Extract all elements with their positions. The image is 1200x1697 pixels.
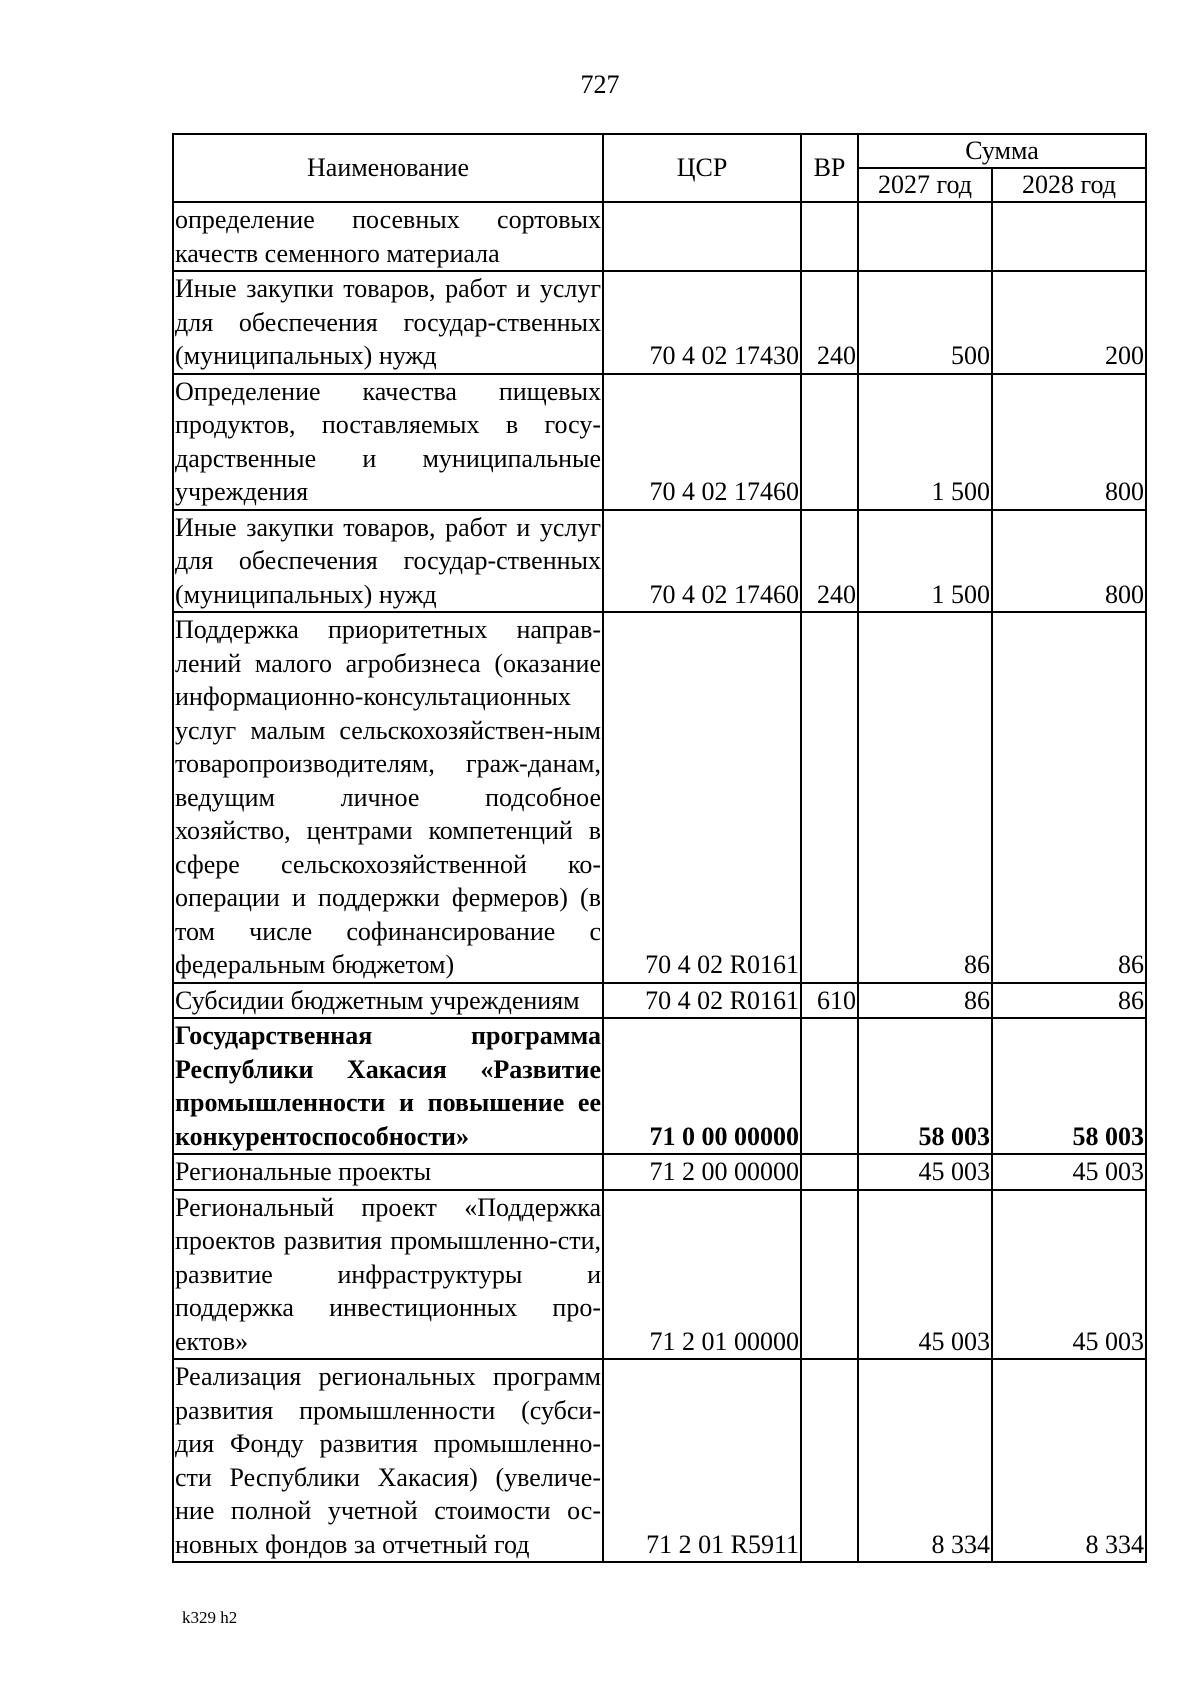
row-name-cell: Государственная программа Республики Хакасия «Развитие промышленности и повышение ее конкурентоспособности» bbox=[173, 1018, 603, 1154]
row-vr-cell bbox=[801, 1359, 858, 1562]
table-row bbox=[173, 983, 1146, 1019]
row-csr-cell: 70 4 02 R0161 bbox=[603, 983, 801, 1019]
table-row bbox=[173, 612, 1146, 983]
row-sum-2028-cell: 8 334 bbox=[992, 1359, 1146, 1562]
table-body bbox=[173, 202, 1146, 1562]
row-sum-2027-cell: 86 bbox=[858, 983, 992, 1019]
row-csr-cell: 70 4 02 R0161 bbox=[603, 612, 801, 983]
table-row bbox=[173, 1154, 1146, 1190]
row-csr-cell: 70 4 02 17460 bbox=[603, 510, 801, 613]
row-name-cell: Иные закупки товаров, работ и услуг для обеспечения государ-ственных (муниципальных) нужд bbox=[173, 271, 603, 374]
row-sum-2028-cell: 58 003 bbox=[992, 1018, 1146, 1154]
row-vr-cell: 240 bbox=[801, 271, 858, 374]
row-name-cell: Поддержка приоритетных направ-лений малого агробизнеса (оказание информационно-консультационных услуг малым сельскохозяйствен-ным товаропроизводителям, граж-данам, ведущим личное подсобное хозяйство, центрами компетенций в сфере сельскохозяйственной ко-операции и поддержки фермеров) (в том числе софинансирование с федеральным бюджетом) bbox=[173, 612, 603, 983]
row-csr-cell: 70 4 02 17460 bbox=[603, 374, 801, 510]
row-csr-cell: 70 4 02 17430 bbox=[603, 271, 801, 374]
row-sum-2028-cell bbox=[992, 202, 1146, 271]
row-vr-cell bbox=[801, 1190, 858, 1360]
row-vr-cell bbox=[801, 202, 858, 271]
row-sum-2028-cell: 800 bbox=[992, 374, 1146, 510]
row-name-cell: Региональные проекты bbox=[173, 1154, 603, 1190]
row-sum-2028-cell: 800 bbox=[992, 510, 1146, 613]
header-sum: Сумма bbox=[858, 134, 1146, 168]
row-vr-cell: 240 bbox=[801, 510, 858, 613]
row-sum-2027-cell: 1 500 bbox=[858, 510, 992, 613]
row-sum-2027-cell: 8 334 bbox=[858, 1359, 992, 1562]
table-row bbox=[173, 1359, 1146, 1562]
table-row bbox=[173, 1018, 1146, 1154]
header-name: Наименование bbox=[173, 134, 603, 202]
table-row bbox=[173, 510, 1146, 613]
row-vr-cell bbox=[801, 374, 858, 510]
row-sum-2028-cell: 200 bbox=[992, 271, 1146, 374]
row-sum-2028-cell: 45 003 bbox=[992, 1154, 1146, 1190]
table-row bbox=[173, 202, 1146, 271]
row-name-cell: Реализация региональных программ развития промышленности (субси-дия Фонду развития промышленно-сти Республики Хакасия) (увеличе-ние полной учетной стоимости ос-новных фондов за отчетный год bbox=[173, 1359, 603, 1562]
row-name-cell: Региональный проект «Поддержка проектов развития промышленно-сти, развитие инфраструктуры и поддержка инвестиционных про-ектов» bbox=[173, 1190, 603, 1360]
row-csr-cell: 71 2 01 00000 bbox=[603, 1190, 801, 1360]
row-vr-cell: 610 bbox=[801, 983, 858, 1019]
row-vr-cell bbox=[801, 1154, 858, 1190]
row-sum-2027-cell: 1 500 bbox=[858, 374, 992, 510]
budget-table bbox=[172, 133, 1147, 1563]
table-row bbox=[173, 1190, 1146, 1360]
header-year-2: 2028 год bbox=[992, 168, 1146, 202]
row-vr-cell bbox=[801, 612, 858, 983]
row-name-cell: Определение качества пищевых продуктов, поставляемых в госу-дарственные и муниципальные учреждения bbox=[173, 374, 603, 510]
table-row bbox=[173, 374, 1146, 510]
row-sum-2027-cell: 45 003 bbox=[858, 1190, 992, 1360]
row-sum-2027-cell: 500 bbox=[858, 271, 992, 374]
row-csr-cell bbox=[603, 202, 801, 271]
row-sum-2027-cell: 86 bbox=[858, 612, 992, 983]
row-name-cell: Иные закупки товаров, работ и услуг для обеспечения государ-ственных (муниципальных) нужд bbox=[173, 510, 603, 613]
table-row bbox=[173, 271, 1146, 374]
header-year-1: 2027 год bbox=[858, 168, 992, 202]
row-csr-cell: 71 2 01 R5911 bbox=[603, 1359, 801, 1562]
row-sum-2028-cell: 86 bbox=[992, 612, 1146, 983]
row-name-cell: определение посевных сортовых качеств семенного материала bbox=[173, 202, 603, 271]
row-csr-cell: 71 2 00 00000 bbox=[603, 1154, 801, 1190]
row-name-cell: Субсидии бюджетным учреждениям bbox=[173, 983, 603, 1019]
row-sum-2027-cell: 58 003 bbox=[858, 1018, 992, 1154]
header-csr: ЦСР bbox=[603, 134, 801, 202]
page-number: 727 bbox=[580, 70, 620, 99]
row-csr-cell: 71 0 00 00000 bbox=[603, 1018, 801, 1154]
row-sum-2028-cell: 86 bbox=[992, 983, 1146, 1019]
table-header bbox=[173, 134, 1146, 202]
row-vr-cell bbox=[801, 1018, 858, 1154]
row-sum-2027-cell: 45 003 bbox=[858, 1154, 992, 1190]
document-code: k329 h2 bbox=[182, 1608, 238, 1627]
row-sum-2028-cell: 45 003 bbox=[992, 1190, 1146, 1360]
header-vr: ВР bbox=[801, 134, 858, 202]
row-sum-2027-cell bbox=[858, 202, 992, 271]
